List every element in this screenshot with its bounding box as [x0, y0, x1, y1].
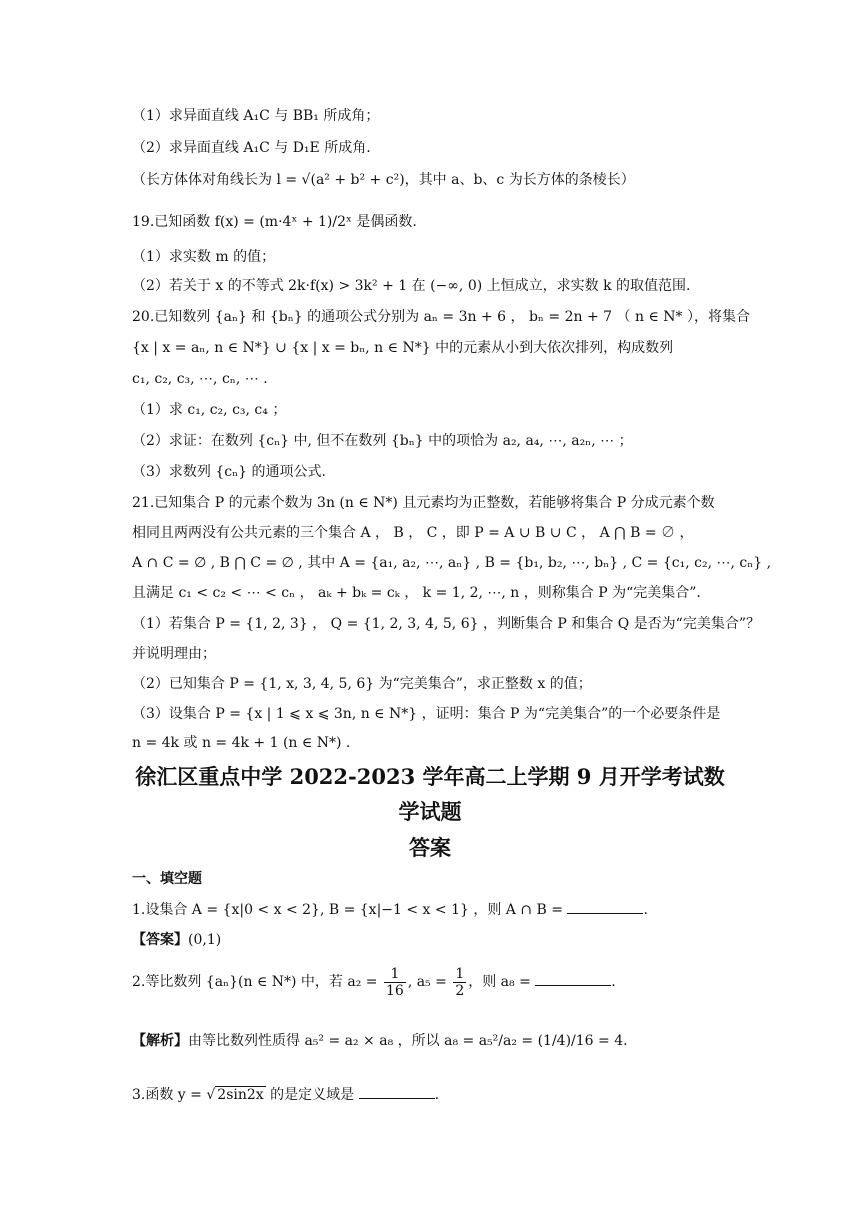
a3-question [132, 1084, 750, 1105]
answer-blank [359, 1084, 435, 1099]
a3-question-pre: 3.函数 y = [132, 1087, 202, 1103]
answer-blank [567, 899, 643, 914]
section-heading: 一、填空题 [132, 871, 202, 887]
fraction-den: 2 [455, 982, 465, 999]
q20-stem-line3: c₁, c₂, c₃, ⋯, cₙ, ⋯ . [132, 371, 268, 387]
q18-part2: （2）求异面直线 A₁C 与 D₁E 所成角. [132, 140, 371, 156]
a2-end: . [611, 974, 616, 990]
q19-part1: （1）求实数 m 的值； [132, 249, 276, 265]
q20-stem-line2: {x | x = aₙ, n ∈ N*} ∪ {x | x = bₙ, n ∈ N*} 中的元素从小到大依次排列，构成数列 [132, 340, 674, 356]
q21-line4: 且满足 c₁ < c₂ < ⋯ < cₙ ， aₖ + bₖ = cₖ ， k = 1, 2, ⋯, n ，则称集合 P 为“完美集合”. [132, 585, 701, 601]
q21-part3-line2: n = 4k 或 n = 4k + 1 (n ∈ N*) . [132, 735, 351, 751]
analysis-label: 【解析】 [132, 1033, 188, 1049]
q18-note: （长方体体对角线长为 l = √(a² + b² + c²)，其中 a、b、c 为长方体的条棱长） [132, 172, 635, 188]
a3-question-post: 的是定义域是 [270, 1087, 355, 1103]
q20-stem-line1: 20.已知数列 {aₙ} 和 {bₙ} 的通项公式分别为 aₙ = 3n + 6 ， bₙ = 2n + 7 （ n ∈ N* ），将集合 [132, 309, 750, 325]
a3-end: . [434, 1087, 440, 1103]
a1-answer [132, 930, 750, 950]
fraction-num: 1 [384, 966, 406, 983]
answer-blank [535, 971, 611, 986]
a2-question-mid: , a₅ = [407, 974, 447, 990]
fraction [453, 966, 466, 999]
q20-part2: （2）求证：在数列 {cₙ} 中, 但不在数列 {bₙ} 中的项恰为 a₂, a₄, ⋯, a₂ₙ, ⋯ ； [132, 433, 633, 449]
fraction-den: 16 [385, 982, 404, 999]
q21-line3: A ∩ C = ∅ , B ⋂ C = ∅ , 其中 A = {a₁, a₂, ⋯, aₙ} , B = {b₁, b₂, ⋯, bₙ} , C = {c₁, c₂, ⋯, cₙ} , [132, 555, 772, 571]
q19-part2: （2）若关于 x 的不等式 2k·f(x) > 3k² + 1 在 (−∞, 0) 上恒成立，求实数 k 的取值范围. [132, 278, 691, 294]
q21-line2: 相同且两两没有公共元素的三个集合 A ， B ， C ，即 P = A ∪ B ∪ C ， A ⋂ B = ∅ ， [132, 525, 694, 541]
a2-analysis-text: 由等比数列性质得 a₅² = a₂ × a₈ ，所以 [188, 1033, 440, 1049]
answer-title-line2: 学试题 [398, 799, 462, 824]
fraction-num: 1 [455, 965, 465, 982]
a2-question-pre: 2.等比数列 {aₙ}(n ∈ N*) 中，若 a₂ = [132, 974, 378, 990]
fraction [384, 966, 406, 999]
a1-question [132, 899, 750, 920]
q21-part1-line2: 并说明理由； [132, 646, 216, 662]
a2-analysis [132, 1031, 750, 1051]
q20-part3: （3）求数列 {cₙ} 的通项公式. [132, 464, 326, 480]
a2-analysis-end: . [623, 1033, 628, 1049]
q21-part3-line1: （3）设集合 P = {x | 1 ⩽ x ⩽ 3n, n ∈ N*} ，证明：集合 P 为“完美集合”的一个必要条件是 [132, 706, 721, 722]
q19-stem: 19.已知函数 f(x) = (m·4ˣ + 1)/2ˣ 是偶函数. [132, 214, 417, 230]
answer-title-line1: 徐汇区重点中学 2022-2023 学年高二上学期 9 月开学考试数 [135, 764, 725, 789]
a1-answer-value: (0,1) [188, 932, 222, 948]
a1-question-text: 1.设集合 A = {x|0 < x < 2}, B = {x|−1 < x < 1} ，则 A ∩ B = [132, 902, 564, 918]
answer-title-line3: 答案 [409, 835, 451, 860]
q18-part1: （1）求异面直线 A₁C 与 BB₁ 所成角； [132, 108, 380, 124]
q21-line1: 21.已知集合 P 的元素个数为 3n (n ∈ N*) 且元素均为正整数，若能够将集合 P 分成元素个数 [132, 495, 715, 511]
a1-end: . [643, 902, 648, 918]
a2-analysis-math: a₈ = a₅²/a₂ = (1/4)/16 = 4 [444, 1033, 624, 1049]
q21-part1-line1: （1）若集合 P = {1, 2, 3} ， Q = {1, 2, 3, 4, 5, 6} ，判断集合 P 和集合 Q 是否为“完美集合”？ [132, 616, 760, 632]
sqrt-radicand: 2sin2x [217, 1087, 264, 1103]
sqrt-symbol: √ [206, 1087, 216, 1103]
a2-question [132, 965, 750, 999]
a2-question-post: ，则 a₈ = [468, 974, 531, 990]
q21-part2: （2）已知集合 P = {1, x, 3, 4, 5, 6} 为“完美集合”，求正整数 x 的值； [132, 676, 592, 692]
q20-part1: （1）求 c₁, c₂, c₃, c₄ ； [132, 402, 287, 418]
answer-label: 【答案】 [132, 932, 188, 948]
